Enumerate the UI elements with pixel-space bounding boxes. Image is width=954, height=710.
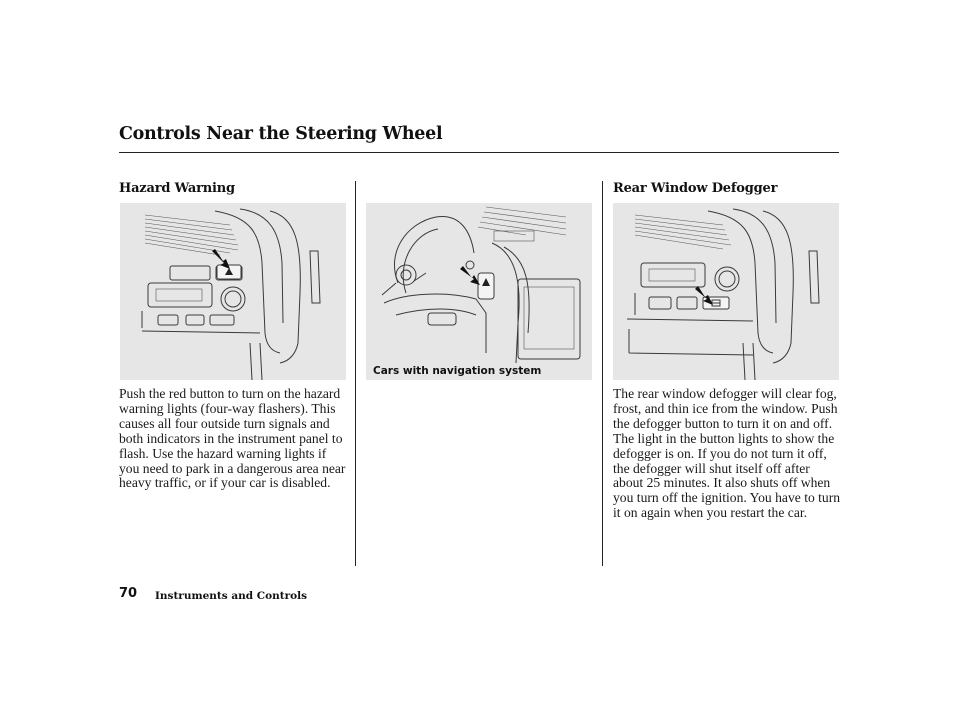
rear-defogger-heading: Rear Window Defogger [613, 181, 778, 196]
hazard-warning-illustration [120, 203, 346, 380]
rear-defogger-text: The rear window defogger will clear fog, frost, and thin ice from the window. Push the defogger button to turn it on and off. The light in the button lights to show the defogger is on. If you do not turn it off, the defogger will shut itself off after about 25 minutes. It also shuts off when you turn off the ignition. You have to turn it on again when you restart the car. [613, 386, 841, 521]
page-title: Controls Near the Steering Wheel [119, 124, 443, 144]
footer-section-label: Instruments and Controls [155, 590, 308, 602]
column-divider-right [602, 181, 603, 566]
hazard-warning-heading: Hazard Warning [119, 181, 235, 196]
hazard-dashboard-drawing [120, 203, 346, 380]
defogger-dashboard-drawing [613, 203, 839, 380]
title-divider [119, 152, 839, 153]
column-divider-left [355, 181, 356, 566]
navigation-hazard-illustration [366, 203, 592, 380]
navigation-dashboard-drawing [366, 203, 592, 380]
hazard-warning-text: Push the red button to turn on the hazard warning lights (four-way flashers). This causes all four outside turn signals and both indicators in the instrument panel to flash. Use the hazard warning lights if you need to park in a dangerous area near heavy traffic, or if your car is disabled. [119, 386, 346, 491]
rear-defogger-illustration [613, 203, 839, 380]
page-number: 70 [119, 586, 138, 601]
navigation-figure-caption: Cars with navigation system [373, 365, 542, 377]
